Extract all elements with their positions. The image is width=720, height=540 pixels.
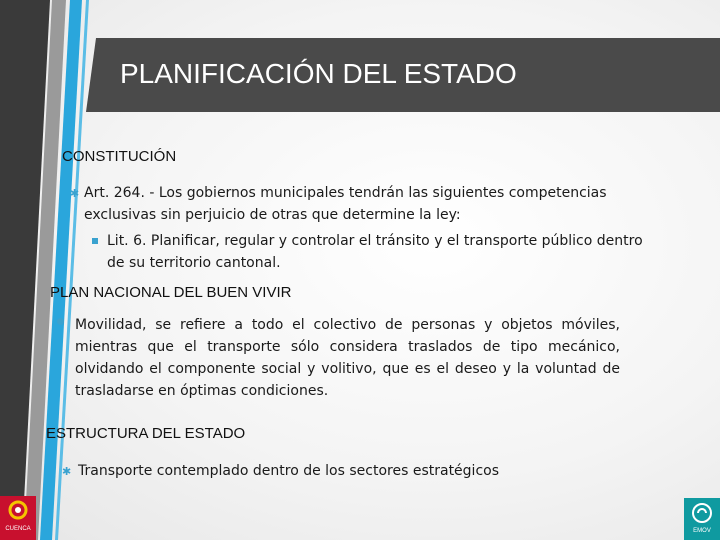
cuenca-emblem-icon [0,496,36,526]
page-title: PLANIFICACIÓN DEL ESTADO [120,58,517,89]
section-heading-estructura: ESTRUCTURA DEL ESTADO [46,425,246,442]
star-bullet-icon: ✱ [62,465,72,478]
plan-nacional-item: Movilidad, se refiere a todo el colectivo de personas y objetos móviles, mientras que el transporte sólo considera traslados de tipo mecánico, olvidando el componente social y volitivo, que es el deseo y la voluntad de trasladarse en óptimas condiciones. [75,317,620,399]
section-heading-constitucion: CONSTITUCIÓN [62,148,177,165]
square-bullet-icon [92,238,98,244]
constitucion-item: Art. 264. - Los gobiernos municipales tendrán las siguientes competencias exclusivas sin perjuicio de otras que determine la ley: [84,185,607,223]
section-heading-plan-nacional: PLAN NACIONAL DEL BUEN VIVIR [50,284,292,301]
constitucion-subitem: Lit. 6. Planificar, regular y controlar el tránsito y el transporte público dentro de su territorio cantonal. [107,233,643,271]
star-bullet-icon: ✱ [70,187,80,200]
emov-logo-text: EMOV [693,528,711,534]
dot-bullet-icon [57,318,64,325]
estructura-item: Transporte contemplado dentro de los sectores estratégicos [78,463,499,479]
cuenca-logo-text: CUENCA [5,526,31,532]
emov-logo [684,498,720,540]
cuenca-logo [0,496,36,540]
emov-emblem-icon [684,498,720,528]
